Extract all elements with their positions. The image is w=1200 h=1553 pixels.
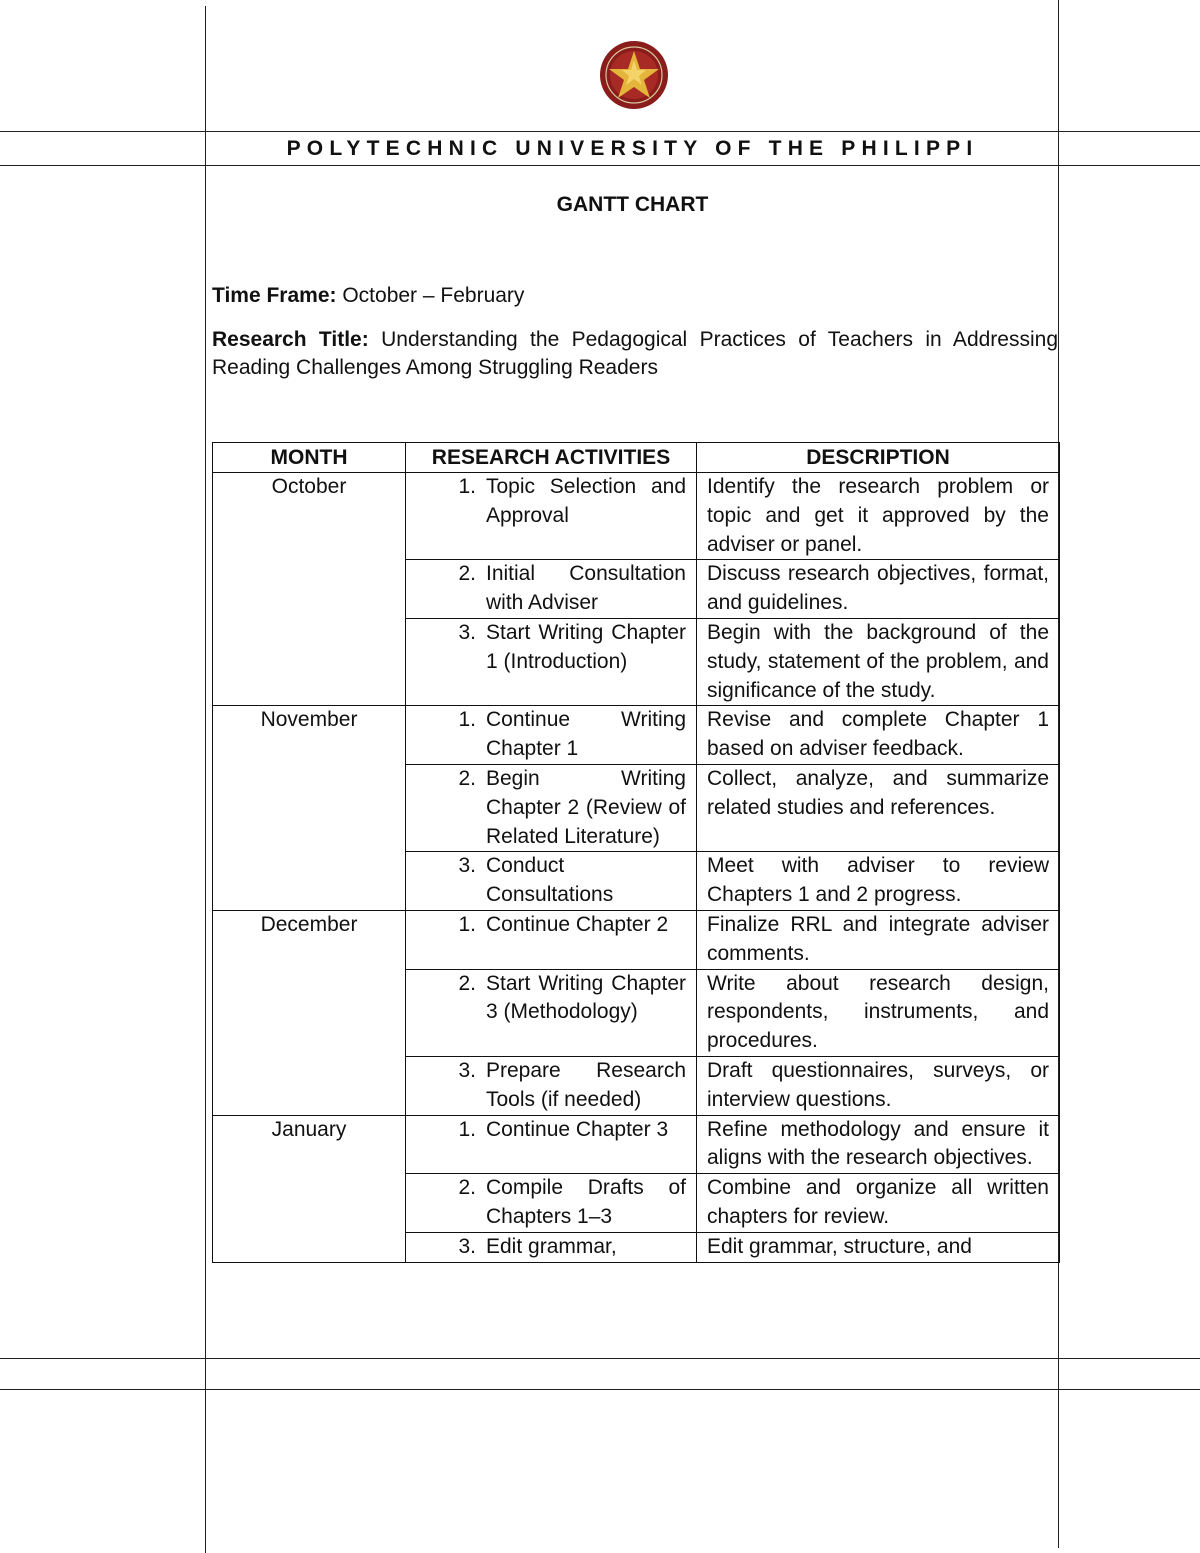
activity-number: 1. [458,475,476,498]
activity-text: Compile Drafts of Chapters 1–3 [486,1176,686,1228]
month-cell-december: December [213,910,406,1115]
description-text: Revise and complete Chapter 1 based on adviser feedback. [707,708,1049,761]
activity-cell [406,910,697,969]
table-row [213,473,1060,560]
university-name: POLYTECHNIC UNIVERSITY OF THE PHILIPPI [286,137,979,160]
month-cell-october: October [213,473,406,706]
description-text: Combine and organize all written chapters for review. [707,1176,1049,1228]
activity-text: Start Writing Chapter 3 (Methodology) [486,971,686,1024]
activity-cell [406,1056,697,1115]
activity-cell [406,473,697,560]
description-text: Discuss research objectives, format, and guidelines. [707,562,1049,615]
header-research-activities: RESEARCH ACTIVITIES [406,443,697,473]
footer-top-line [0,1358,1200,1359]
header-bottom-line [0,165,1200,166]
description-text: Write about research design, respondents, instruments, and procedures. [707,971,1049,1053]
header-description: DESCRIPTION [697,443,1060,473]
description-cell [697,969,1060,1056]
description-text: Meet with adviser to review Chapters 1 and 2 progress. [707,854,1049,907]
description-text: Edit grammar, structure, and [707,1234,972,1258]
description-cell [697,1056,1060,1115]
activity-cell [406,1115,697,1174]
activity-number: 2. [458,766,476,790]
header-top-line [0,131,1200,132]
table-row [213,910,1060,969]
description-text: Refine methodology and ensure it aligns with the research objectives. [707,1117,1049,1170]
table-row [213,706,1060,765]
activity-number: 2. [458,1176,476,1200]
description-cell [697,560,1060,619]
research-title-value: Understanding the Pedagogical Practices of Teachers in Addressing Reading Challenges Among Struggling Readers [212,328,1058,379]
table-row [213,1115,1060,1174]
activity-text: Start Writing Chapter 1 (Introduction) [486,620,686,673]
description-cell [697,1115,1060,1174]
footer-bottom-line [0,1389,1200,1390]
activity-text: Prepare Research Tools (if needed) [486,1058,686,1111]
activity-number: 3. [458,854,476,878]
activity-text: Begin Writing Chapter 2 (Review of Related Literature) [486,766,686,848]
description-cell [697,473,1060,560]
document-title: GANTT CHART [556,193,709,216]
description-cell [697,764,1060,851]
research-title [212,326,1058,382]
table-header-row [213,443,1060,473]
gantt-table [212,442,1060,1263]
description-text: Draft questionnaires, surveys, or interview questions. [707,1058,1049,1111]
activity-text: Continue Chapter 2 [486,912,669,936]
time-frame [212,282,524,310]
activity-number: 3. [458,620,476,644]
activity-cell [406,764,697,851]
activity-number: 1. [458,1117,476,1141]
activity-cell [406,560,697,619]
activity-number: 1. [458,912,476,936]
activity-number: 2. [458,562,476,586]
activity-text: Continue Writing Chapter 1 [486,708,686,761]
activity-cell [406,618,697,705]
month-cell-november: November [213,706,406,911]
description-text: Begin with the background of the study, statement of the problem, and significance of the study. [707,620,1049,702]
left-margin-line [205,6,206,1553]
activity-text: Conduct Consultations [486,854,614,907]
activity-text: Edit grammar, [486,1234,617,1258]
activity-number: 2. [458,971,476,995]
university-seal-logo [599,40,669,110]
activity-number: 3. [458,1058,476,1082]
activity-number: 1. [458,708,476,732]
activity-text: Initial Consultation with Adviser [486,562,686,615]
activity-number: 3. [458,1234,476,1258]
research-title-label: Research Title: [212,328,369,351]
description-cell [697,852,1060,911]
description-cell [697,1174,1060,1233]
description-text: Finalize RRL and integrate adviser comments. [707,912,1049,965]
header-month: MONTH [213,443,406,473]
description-text: Identify the research problem or topic and get it approved by the adviser or panel. [707,475,1049,556]
activity-cell [406,852,697,911]
activity-cell [406,1174,697,1233]
time-frame-label: Time Frame: [212,284,337,307]
activity-cell [406,706,697,765]
activity-text: Continue Chapter 3 [486,1117,669,1141]
activity-cell [406,1232,697,1262]
description-cell [697,618,1060,705]
description-cell [697,910,1060,969]
activity-cell [406,969,697,1056]
description-cell [697,706,1060,765]
time-frame-value: October – February [342,284,525,307]
month-cell-january: January [213,1115,406,1262]
description-text: Collect, analyze, and summarize related studies and references. [707,766,1049,819]
description-cell [697,1232,1060,1262]
activity-text: Topic Selection and Approval [486,475,686,527]
